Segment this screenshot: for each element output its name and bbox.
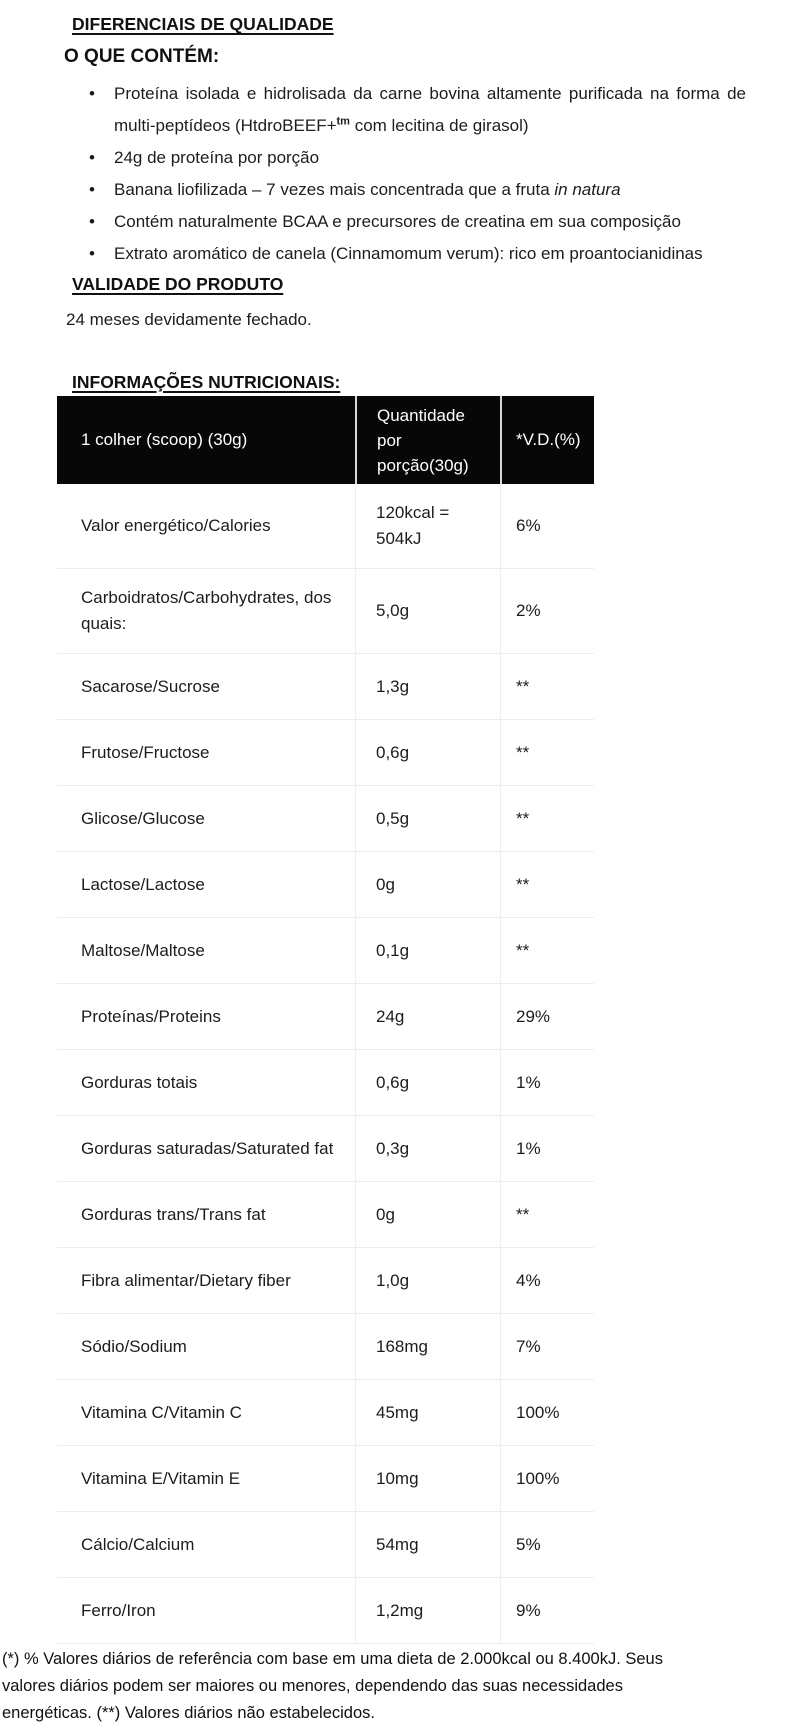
bullet-icon: • bbox=[89, 84, 95, 103]
nutrient-name: Vitamina E/Vitamin E bbox=[81, 1468, 241, 1488]
footnote-line: valores diários podem ser maiores ou menores, dependendo das suas necessidades bbox=[2, 1677, 623, 1695]
daily-value-percent: 100% bbox=[500, 1380, 594, 1445]
header-serving-size: 1 colher (scoop) (30g) bbox=[81, 430, 248, 449]
footnote-line: energéticas. (**) Valores diários não estabelecidos. bbox=[2, 1704, 375, 1722]
nutrient-name: Gorduras totais bbox=[81, 1072, 198, 1092]
bullet-icon: • bbox=[89, 148, 95, 167]
amount-per-serving-value: 1,2mg bbox=[355, 1578, 500, 1643]
daily-value-percent: 29% bbox=[500, 984, 594, 1049]
amount-per-serving-value: 0g bbox=[355, 1182, 500, 1247]
daily-value-percent: ** bbox=[500, 654, 594, 719]
daily-value-percent: ** bbox=[500, 786, 594, 851]
list-item-text: 24g de proteína por porção bbox=[114, 148, 320, 167]
daily-value-percent: 100% bbox=[500, 1446, 594, 1511]
daily-value-percent: ** bbox=[500, 1182, 594, 1247]
list-item bbox=[88, 238, 746, 270]
nutrient-name: Frutose/Fructose bbox=[81, 742, 210, 762]
list-item bbox=[88, 78, 746, 142]
list-item-text: Proteína isolada e hidrolisada da carne bovina altamente purificada na forma de multi-peptídeos (HtdroBEEF+$^{tm}$ com lecitina de girasol) bbox=[114, 84, 746, 135]
amount-per-serving-value: 0,1g bbox=[355, 918, 500, 983]
table-row bbox=[57, 569, 594, 654]
daily-value-percent: 1% bbox=[500, 1116, 594, 1181]
validity-text: 24 meses devidamente fechado. bbox=[66, 310, 312, 329]
list-item bbox=[88, 206, 746, 238]
bullet-icon: • bbox=[89, 244, 95, 263]
amount-per-serving-value: 1,3g bbox=[355, 654, 500, 719]
table-row bbox=[57, 1116, 594, 1182]
daily-value-percent: ** bbox=[500, 852, 594, 917]
list-item-text: Extrato aromático de canela (Cinnamomum verum): rico em proantocianidinas bbox=[114, 244, 703, 263]
table-row bbox=[57, 852, 594, 918]
amount-per-serving-value: 24g bbox=[355, 984, 500, 1049]
nutrient-name: Sódio/Sodium bbox=[81, 1336, 187, 1356]
nutrient-name: Lactose/Lactose bbox=[81, 874, 205, 894]
contents-list bbox=[88, 78, 746, 270]
bullet-icon: • bbox=[89, 180, 95, 199]
table-row bbox=[57, 1248, 594, 1314]
table-row bbox=[57, 1578, 594, 1644]
daily-values-footnote bbox=[2, 1646, 722, 1727]
table-row bbox=[57, 918, 594, 984]
nutrient-name: Gorduras trans/Trans fat bbox=[81, 1204, 266, 1224]
list-item-text: Banana liofilizada – 7 vezes mais concentrada que a fruta in natura bbox=[114, 180, 621, 199]
amount-per-serving-value: 0,6g bbox=[355, 720, 500, 785]
daily-value-percent: ** bbox=[500, 918, 594, 983]
table-row bbox=[57, 654, 594, 720]
section-title-contents: O QUE CONTÉM: bbox=[64, 46, 220, 67]
nutrition-table-header-row bbox=[57, 396, 594, 484]
nutrient-name: Fibra alimentar/Dietary fiber bbox=[81, 1270, 291, 1290]
table-row bbox=[57, 1182, 594, 1248]
bullet-icon: • bbox=[89, 212, 95, 231]
table-row bbox=[57, 1512, 594, 1578]
amount-per-serving-value: 0,6g bbox=[355, 1050, 500, 1115]
list-item bbox=[88, 142, 746, 174]
daily-value-percent: 2% bbox=[500, 569, 594, 653]
nutrient-name: Vitamina C/Vitamin C bbox=[81, 1402, 242, 1422]
amount-per-serving-value: 0g bbox=[355, 852, 500, 917]
amount-per-serving-value: 120kcal = 504kJ bbox=[355, 484, 500, 568]
section-title-validity: VALIDADE DO PRODUTO bbox=[72, 274, 284, 294]
amount-per-serving-value: 5,0g bbox=[355, 569, 500, 653]
nutrient-name: Valor energético/Calories bbox=[81, 516, 271, 535]
table-row bbox=[57, 1314, 594, 1380]
table-row bbox=[57, 786, 594, 852]
amount-per-serving-value: 1,0g bbox=[355, 1248, 500, 1313]
footnote-line: (*) % Valores diários de referência com base em uma dieta de 2.000kcal ou 8.400kJ. Seus bbox=[2, 1650, 663, 1668]
amount-per-serving-value: 0,5g bbox=[355, 786, 500, 851]
list-item bbox=[88, 174, 746, 206]
nutrient-name: Maltose/Maltose bbox=[81, 940, 205, 960]
daily-value-percent: 5% bbox=[500, 1512, 594, 1577]
nutrient-name: Glicose/Glucose bbox=[81, 808, 205, 828]
daily-value-percent: 6% bbox=[500, 484, 594, 568]
nutrient-name: Proteínas/Proteins bbox=[81, 1006, 221, 1026]
amount-per-serving-value: 45mg bbox=[355, 1380, 500, 1445]
daily-value-percent: ** bbox=[500, 720, 594, 785]
amount-per-serving-value: 10mg bbox=[355, 1446, 500, 1511]
nutrition-table-body bbox=[57, 484, 594, 1644]
header-amount-per-serving: Quantidade por porção(30g) bbox=[355, 396, 500, 484]
daily-value-percent: 4% bbox=[500, 1248, 594, 1313]
list-item-text: Contém naturalmente BCAA e precursores de creatina em sua composição bbox=[114, 212, 681, 231]
nutrient-name: Cálcio/Calcium bbox=[81, 1534, 195, 1554]
daily-value-percent: 7% bbox=[500, 1314, 594, 1379]
daily-value-percent: 9% bbox=[500, 1578, 594, 1643]
nutrient-name: Carboidratos/Carbohydrates, dos quais: bbox=[81, 588, 332, 633]
table-row bbox=[57, 1446, 594, 1512]
table-row bbox=[57, 1380, 594, 1446]
header-daily-value: *V.D.(%) bbox=[500, 396, 594, 484]
nutrient-name: Ferro/Iron bbox=[81, 1600, 156, 1620]
table-row bbox=[57, 484, 594, 569]
table-row bbox=[57, 1050, 594, 1116]
daily-value-percent: 1% bbox=[500, 1050, 594, 1115]
nutrient-name: Sacarose/Sucrose bbox=[81, 676, 220, 696]
section-title-quality-differentials: DIFERENCIAIS DE QUALIDADE bbox=[72, 14, 334, 34]
table-row bbox=[57, 720, 594, 786]
amount-per-serving-value: 168mg bbox=[355, 1314, 500, 1379]
nutrient-name: Gorduras saturadas/Saturated fat bbox=[81, 1138, 334, 1158]
nutrition-table bbox=[57, 396, 594, 1644]
section-title-nutrition: INFORMAÇÕES NUTRICIONAIS: bbox=[72, 372, 341, 392]
amount-per-serving-value: 0,3g bbox=[355, 1116, 500, 1181]
amount-per-serving-value: 54mg bbox=[355, 1512, 500, 1577]
table-row bbox=[57, 984, 594, 1050]
